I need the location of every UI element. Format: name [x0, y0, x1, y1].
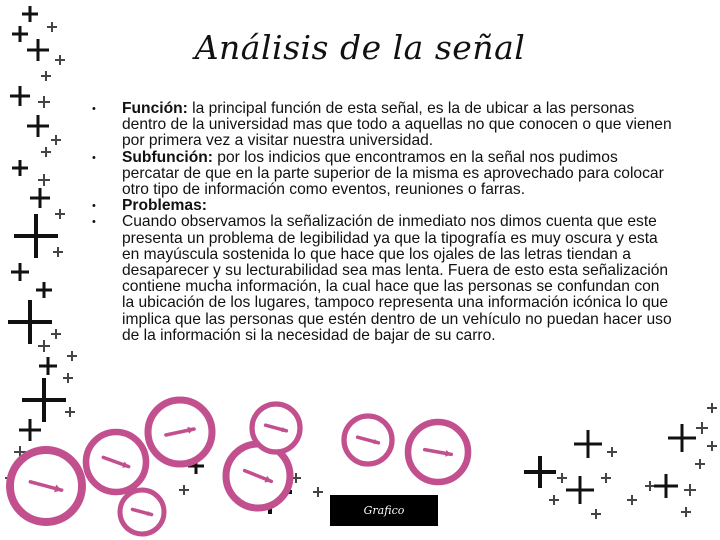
bullet-item — [92, 198, 674, 214]
plus-icon — [36, 282, 52, 298]
slide-title: Análisis de la señal — [194, 28, 526, 67]
plus-icon — [681, 507, 691, 517]
plus-icon — [39, 357, 57, 375]
plus-icon — [19, 419, 41, 441]
arrow-circle-icon — [86, 432, 146, 492]
plus-icon — [524, 456, 556, 488]
bullet-dot: • — [92, 151, 96, 164]
bullet-list — [92, 101, 674, 344]
plus-icon — [47, 22, 57, 32]
arrow-circle-icon — [120, 490, 164, 534]
bullet-item — [92, 150, 674, 199]
bullet-item — [92, 214, 674, 344]
plus-icon — [55, 209, 65, 219]
plus-icon — [557, 473, 567, 483]
plus-icon — [549, 495, 559, 505]
plus-icon — [30, 188, 50, 208]
arrow-circle-icon — [408, 422, 468, 482]
plus-icon — [566, 476, 594, 504]
plus-icon — [22, 378, 66, 422]
plus-icon — [179, 485, 189, 495]
plus-icon — [696, 422, 708, 434]
bullet-item — [92, 101, 674, 150]
plus-icon — [645, 481, 655, 491]
bullet-text: Cuando observamos la señalización de inmediato nos dimos cuenta que este presenta un problema de legibilidad ya que la tipografía es muy oscura y esta en mayúscula sostenida lo que hace que los ojales de las letras tiendan a desaparecer y su lecturabilidad sea mas lenta. Fuera de esto esta señalización contiene mucha información, la cual hace que las personas se confundan con la ubicación de los lugares, tampoco representa una información icónica lo que implica que las personas que estén dentro de un vehículo no puedan hacer uso de la información si la necesidad de bajar de su carro. — [122, 213, 672, 344]
plus-icon — [12, 160, 28, 176]
plus-icon — [707, 441, 717, 451]
plus-icon — [55, 55, 65, 65]
bullet-dot: • — [92, 200, 96, 213]
plus-icon — [27, 115, 49, 137]
plus-icon — [38, 174, 50, 186]
plus-icon — [27, 39, 49, 61]
arrow-circle-icon — [344, 416, 392, 464]
plus-icon — [22, 6, 38, 22]
plus-icon — [601, 473, 611, 483]
arrow-circle-icon — [10, 450, 82, 522]
bullet-label: Problemas: — [122, 197, 207, 215]
plus-icon — [12, 26, 28, 42]
plus-icon — [695, 459, 705, 469]
plus-icon — [313, 487, 323, 497]
bullet-dot: • — [92, 216, 96, 229]
plus-icon — [654, 474, 678, 498]
plus-icon — [63, 373, 73, 383]
plus-icon — [14, 214, 58, 258]
plus-icon — [65, 407, 75, 417]
plus-icon — [668, 424, 696, 452]
grafico-button[interactable]: Grafico — [330, 495, 438, 526]
plus-icon — [574, 430, 602, 458]
bullet-text: por los indicios que encontramos en la señal nos pudimos percatar de que en la parte superior de la misma es aprovechado para colocar otro tipo de información como eventos, reuniones o farras. — [122, 148, 664, 199]
bullet-text: la principal función de esta señal, es la de ubicar a las personas dentro de la universidad mas que todo a aquellas no que conocen o que vienen por primera vez a visitar nuestra universidad. — [122, 100, 672, 150]
plus-icon — [67, 351, 77, 361]
plus-icon — [53, 247, 63, 257]
plus-icon — [41, 71, 51, 81]
plus-icon — [51, 135, 61, 145]
plus-icon — [591, 509, 601, 519]
plus-icon — [38, 96, 50, 108]
plus-icon — [41, 147, 51, 157]
plus-icon — [607, 447, 617, 457]
bullet-label: Subfunción: — [122, 148, 213, 166]
plus-icon — [707, 403, 717, 413]
arrow-circle-icon — [148, 400, 212, 464]
plus-icon — [11, 263, 29, 281]
plus-icon — [10, 86, 30, 106]
plus-icon — [684, 484, 696, 496]
bullet-label: Función: — [122, 100, 188, 117]
plus-icon — [51, 329, 61, 339]
plus-icon — [38, 340, 50, 352]
plus-icon — [8, 300, 52, 344]
bullet-dot: • — [92, 103, 96, 115]
plus-icon — [627, 495, 637, 505]
arrow-circle-icon — [252, 404, 300, 452]
